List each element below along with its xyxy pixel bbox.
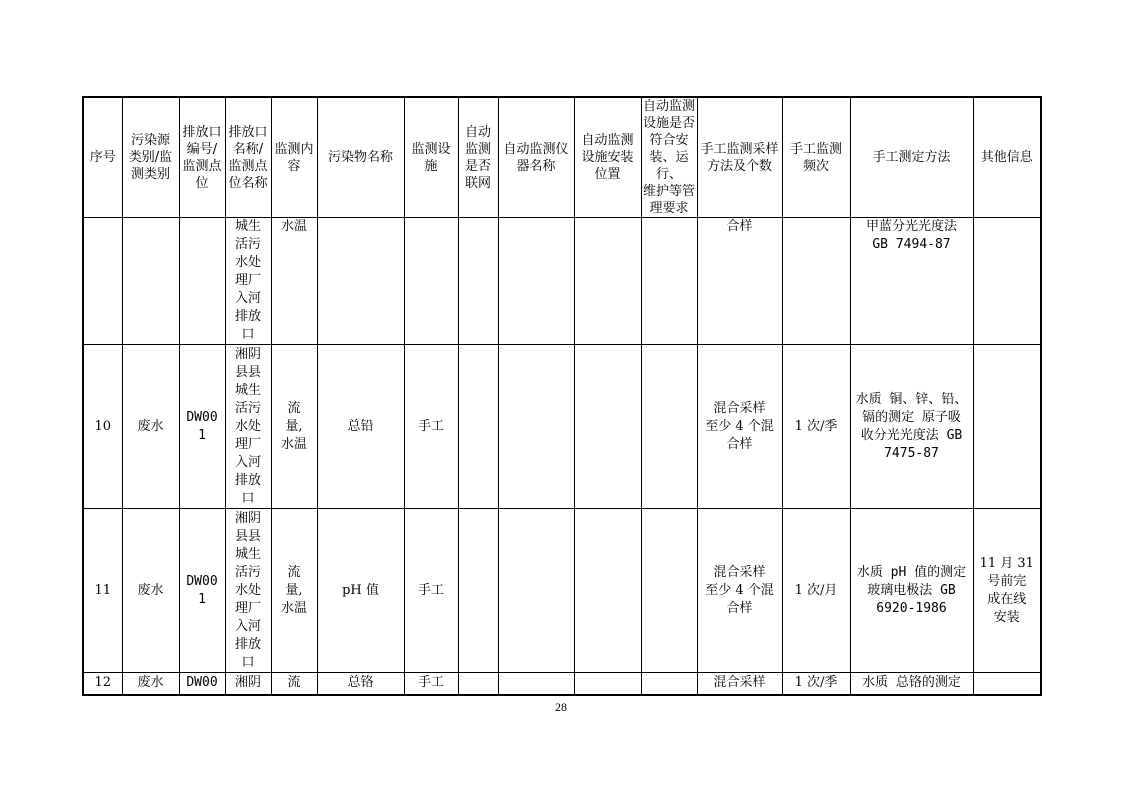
table-row (83, 345, 1041, 509)
cell-manual-sampling: 混合采样 (697, 673, 782, 695)
cell-facility: 手工 (404, 345, 458, 509)
cell-seq (83, 218, 122, 345)
cell-outlet-name: 湘阴 县县 城生 活污 水处 理厂 入河 排放 口 (225, 509, 271, 673)
cell-manual-sampling: 合样 (697, 218, 782, 345)
cell-outlet-name: 湘阴 县县 城生 活污 水处 理厂 入河 排放 口 (225, 345, 271, 509)
cell-auto-instrument (498, 218, 574, 345)
cell-other (973, 218, 1041, 345)
cell-auto-compliance (641, 218, 697, 345)
cell-auto-location (574, 673, 641, 695)
column-header: 序号 (83, 97, 122, 218)
cell-auto-compliance (641, 509, 697, 673)
column-header: 污染物名称 (317, 97, 404, 218)
column-header: 监测设施 (404, 97, 458, 218)
column-header: 监测内 容 (271, 97, 317, 218)
column-header: 自动监测 设施是否 符合安 装、运行、 维护等管 理要求 (642, 99, 695, 216)
column-header: 排放口 编号/ 监测点 位 (179, 97, 225, 218)
cell-facility: 手工 (404, 673, 458, 695)
page-number: 28 (555, 700, 567, 714)
cell-category: 废水 (122, 345, 179, 509)
cell-auto-compliance (641, 673, 697, 695)
cell-other (973, 673, 1041, 695)
cell-seq: 10 (83, 345, 122, 509)
column-header: 手工监测 频次 (782, 97, 850, 218)
cell-content: 流 量, 水温 (271, 345, 317, 509)
cell-auto-compliance (641, 345, 697, 509)
cell-pollutant (317, 218, 404, 345)
cell-other (973, 345, 1041, 509)
cell-auto-location (574, 509, 641, 673)
cell-auto-networked (458, 218, 498, 345)
cell-seq: 12 (83, 673, 122, 695)
table-row (83, 509, 1041, 673)
cell-auto-location (574, 345, 641, 509)
monitoring-table (82, 96, 1042, 696)
cell-pollutant: 总铬 (317, 673, 404, 695)
cell-auto-instrument (498, 345, 574, 509)
cell-manual-freq: 1 次/季 (782, 673, 850, 695)
column-header: 手工测定方法 (850, 97, 973, 218)
cell-other: 11 月 31 号前完 成在线 安装 (973, 509, 1041, 673)
cell-category: 废水 (122, 673, 179, 695)
cell-manual-method: 甲蓝分光光度法 GB 7494-87 (850, 218, 973, 345)
cell-manual-method: 水质 铜、锌、铅、 镉的测定 原子吸 收分光光度法 GB 7475-87 (850, 345, 973, 509)
cell-manual-method: 水质 pH 值的测定 玻璃电极法 GB 6920-1986 (850, 509, 973, 673)
column-header: 自动监测 设施安装 位置 (574, 97, 641, 218)
column-header: 自动监测仪 器名称 (498, 97, 574, 218)
cell-auto-instrument (498, 509, 574, 673)
cell-manual-sampling: 混合采样 至少 4 个混 合样 (697, 509, 782, 673)
cell-auto-instrument (498, 673, 574, 695)
cell-auto-networked (458, 345, 498, 509)
column-header: 其他信息 (973, 97, 1041, 218)
cell-outlet-name: 城生 活污 水处 理厂 入河 排放 口 (225, 218, 271, 345)
cell-auto-networked (458, 509, 498, 673)
cell-content: 流 (271, 673, 317, 695)
cell-category (122, 218, 179, 345)
cell-outlet-id (179, 218, 225, 345)
cell-category: 废水 (122, 509, 179, 673)
cell-content: 流 量, 水温 (271, 509, 317, 673)
cell-outlet-id: DW00 1 (179, 345, 225, 509)
cell-pollutant: 总铅 (317, 345, 404, 509)
cell-auto-networked (458, 673, 498, 695)
cell-seq: 11 (83, 509, 122, 673)
cell-manual-freq (782, 218, 850, 345)
table-row (83, 218, 1041, 345)
cell-outlet-id: DW00 (179, 673, 225, 695)
column-header: 排放口 名称/ 监测点 位名称 (225, 97, 271, 218)
cell-manual-freq: 1 次/月 (782, 509, 850, 673)
column-header: 自动 监测 是否 联网 (458, 97, 498, 218)
cell-pollutant: pH 值 (317, 509, 404, 673)
cell-outlet-name: 湘阴 (225, 673, 271, 695)
cell-auto-location (574, 218, 641, 345)
cell-manual-method: 水质 总铬的测定 (850, 673, 973, 695)
cell-facility (404, 218, 458, 345)
cell-outlet-id: DW00 1 (179, 509, 225, 673)
table-row (83, 673, 1041, 695)
table-body (83, 218, 1041, 695)
cell-content: 水温 (271, 218, 317, 345)
column-header: 污染源 类别/监 测类别 (122, 97, 179, 218)
column-header: 手工监测采样 方法及个数 (697, 97, 782, 218)
header-row (83, 97, 1041, 218)
cell-manual-freq: 1 次/季 (782, 345, 850, 509)
cell-facility: 手工 (404, 509, 458, 673)
cell-manual-sampling: 混合采样 至少 4 个混 合样 (697, 345, 782, 509)
